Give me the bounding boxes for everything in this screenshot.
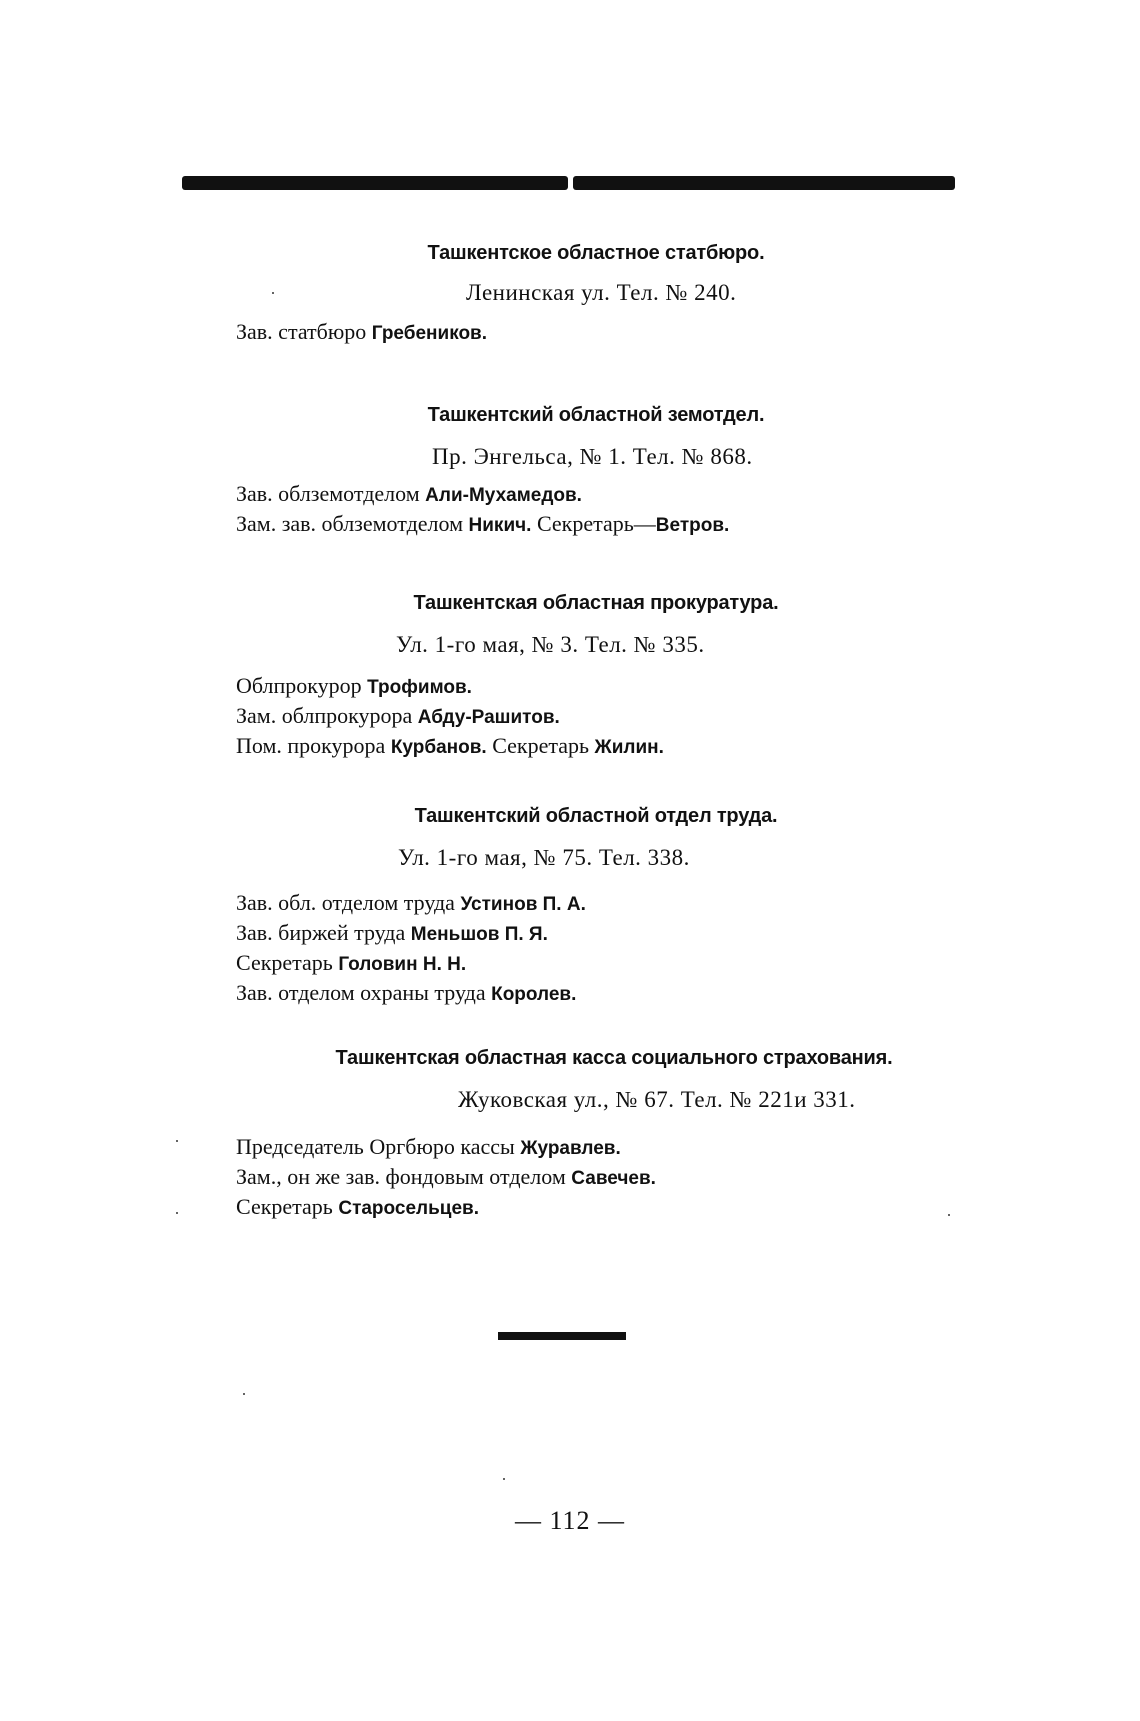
top-rule-left (182, 176, 568, 190)
staff-name: Трофимов. (367, 677, 472, 698)
section-kassa (236, 1045, 956, 1223)
staff-line (236, 889, 956, 919)
section-statburo (236, 240, 956, 348)
staff-role: Секретарь— (536, 511, 656, 536)
staff-name: Никич. (468, 515, 532, 536)
section-zemotdel (236, 402, 956, 540)
print-speck (176, 1140, 178, 1142)
section-address: Ленинская ул. Тел. № 240. (466, 280, 737, 305)
print-speck (272, 292, 274, 294)
page-number: — 112 — (514, 1506, 626, 1535)
staff-name: Королев. (491, 984, 577, 1005)
section-heading: Ташкентское областное статбюро. (427, 242, 765, 264)
section-address: Ул. 1-го мая, № 3. Тел. № 335. (396, 632, 705, 657)
staff-role: Секретарь (236, 950, 333, 975)
staff-line (236, 1163, 956, 1193)
staff-line (236, 732, 956, 762)
staff-name: Головин Н. Н. (338, 954, 467, 975)
staff-role: Зав. биржей труда (236, 920, 406, 945)
section-heading: Ташкентский областной земотдел. (427, 404, 765, 426)
staff-name: Жилин. (594, 737, 664, 758)
staff-role: Зав. обл. отделом труда (236, 890, 455, 915)
staff-role: Облпрокурор (236, 673, 362, 698)
staff-line (236, 480, 956, 510)
staff-line (236, 1133, 956, 1163)
section-address: Жуковская ул., № 67. Тел. № 221и 331. (458, 1087, 856, 1112)
staff-role: Секретарь (236, 1194, 333, 1219)
staff-line (236, 318, 956, 348)
staff-name: Старосельцев. (338, 1198, 479, 1219)
staff-line (236, 672, 956, 702)
staff-role: Зав. облземотделом (236, 481, 420, 506)
staff-role: Зам. зав. облземотделом (236, 511, 464, 536)
top-rule-right (573, 176, 955, 190)
staff-line (236, 1193, 956, 1223)
staff-role: Зам., он же зав. фондовым отделом (236, 1164, 566, 1189)
section-heading: Ташкентская областная касса социального страхования. (335, 1047, 893, 1069)
bottom-rule (498, 1332, 626, 1340)
staff-role: Пом. прокурора (236, 733, 386, 758)
staff-role: Зам. облпрокурора (236, 703, 413, 728)
staff-name: Али-Мухамедов. (425, 485, 582, 506)
staff-role: Секретарь (492, 733, 590, 758)
section-prokuratura (236, 590, 956, 762)
staff-line (236, 702, 956, 732)
staff-name: Гребеников. (371, 323, 488, 344)
section-heading: Ташкентский областной отдел труда. (414, 805, 778, 827)
staff-role: Зав. отделом охраны труда (236, 980, 486, 1005)
staff-name: Журавлев. (520, 1138, 621, 1159)
section-address: Пр. Энгельса, № 1. Тел. № 868. (432, 444, 753, 469)
print-speck (503, 1478, 505, 1480)
staff-line (236, 979, 956, 1009)
staff-line (236, 919, 956, 949)
staff-role: Зав. статбюро (236, 319, 367, 344)
staff-name: Ветров. (655, 515, 730, 536)
staff-role: Председатель Оргбюро кассы (236, 1134, 515, 1159)
staff-name: Абду-Рашитов. (417, 707, 560, 728)
staff-name: Устинов П. А. (460, 894, 586, 915)
print-speck (948, 1214, 950, 1216)
section-address: Ул. 1-го мая, № 75. Тел. 338. (398, 845, 690, 870)
print-speck (176, 1212, 178, 1214)
staff-name: Савечев. (571, 1168, 656, 1189)
section-heading: Ташкентская областная прокуратура. (413, 592, 779, 614)
staff-name: Меньшов П. Я. (410, 924, 548, 945)
staff-line (236, 949, 956, 979)
staff-name: Курбанов. (390, 737, 487, 758)
section-otdel-truda (236, 803, 956, 1009)
staff-line (236, 510, 956, 540)
print-speck (243, 1393, 245, 1395)
